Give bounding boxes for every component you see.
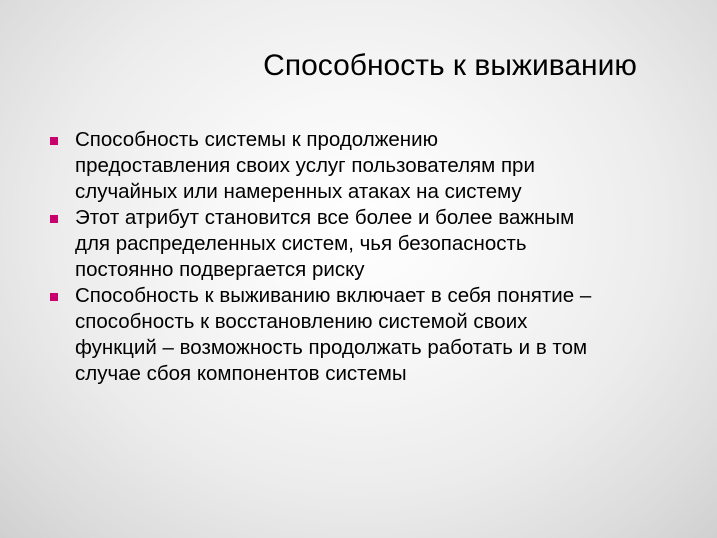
bullet-line: случайных или намеренных атаках на систему [75,180,522,203]
bullet-item-3 [46,283,696,387]
bullet-line: для распределенных систем, чья безопасность [75,232,527,255]
bullet-list [46,127,696,387]
bullet-line: Способность системы к продолжению [75,128,438,151]
bullet-line: функций – возможность продолжать работать и в том [75,336,588,359]
bullet-line: способность к восстановлению системой своих [75,310,528,333]
bullet-line: случае сбоя компонентов системы [75,362,407,385]
bullet-item-2 [46,205,696,283]
bullet-item-1 [46,127,696,205]
bullet-line: Способность к выживанию включает в себя понятие – [75,284,592,307]
square-bullet-icon [50,215,58,223]
square-bullet-icon [50,137,58,145]
bullet-line: предоставления своих услуг пользователям при [75,154,535,177]
bullet-line: постоянно подвергается риску [75,258,365,281]
square-bullet-icon [50,293,58,301]
slide-title: Способность к выживанию [263,49,637,82]
bullet-line: Этот атрибут становится все более и более важным [75,206,575,229]
